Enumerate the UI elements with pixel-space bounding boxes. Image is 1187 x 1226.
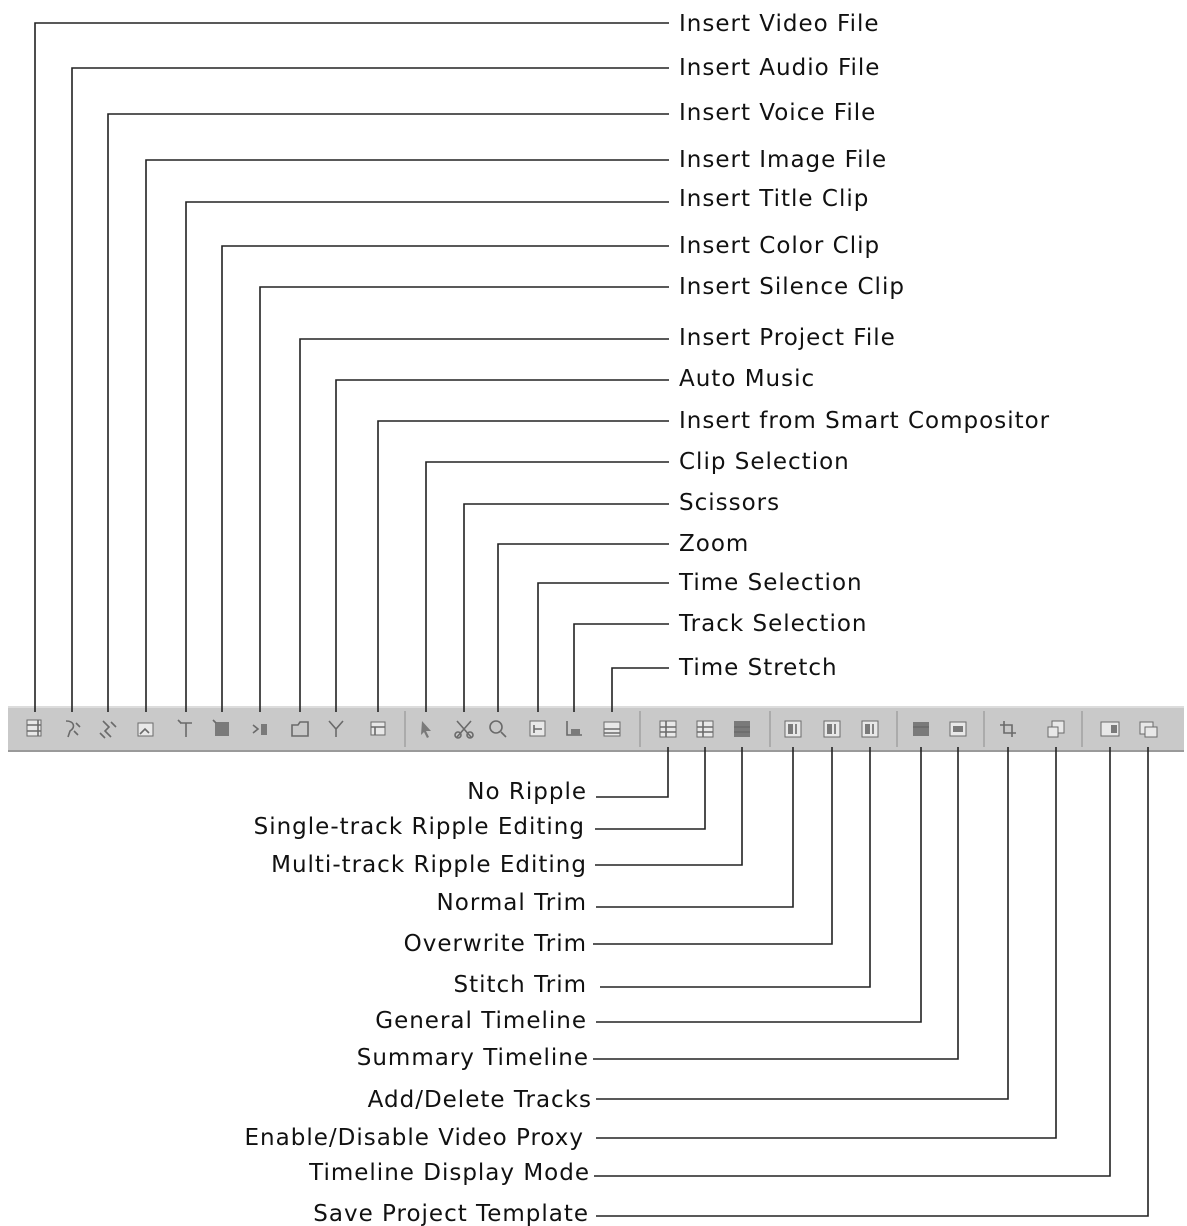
labels-bottom [245,779,592,1226]
label-clip-selection: Clip Selection [679,449,850,475]
time-stretch-icon[interactable] [604,722,620,736]
label-insert-title-clip: Insert Title Clip [679,186,870,212]
toolbar [8,706,1184,752]
label-save-project-template: Save Project Template [313,1201,589,1226]
label-stitch-trim: Stitch Trim [453,972,587,998]
label-insert-project-file: Insert Project File [679,325,896,351]
color-clip-icon[interactable] [213,720,229,736]
timeline-summary-icon[interactable] [950,722,966,736]
callout-line [593,747,832,944]
callout-line [596,747,1056,1138]
callout-line [186,202,669,712]
callout-line [35,23,669,712]
label-auto-music: Auto Music [679,366,816,392]
callout-line [595,747,705,829]
callout-line [596,747,1148,1216]
callout-line [612,668,669,712]
callout-line [300,339,669,712]
label-insert-from-smart-compositor: Insert from Smart Compositor [679,408,1051,434]
label-normal-trim: Normal Trim [436,890,587,916]
image-icon[interactable] [138,723,153,736]
compositor-icon[interactable] [371,722,385,735]
label-timeline-display-mode: Timeline Display Mode [309,1160,590,1186]
callout-line [594,747,1110,1176]
film-icon[interactable] [27,720,41,736]
label-insert-image-file: Insert Image File [679,147,888,173]
callout-line [600,747,870,987]
display-mode-icon[interactable] [1101,722,1119,736]
callout-line [596,747,921,1022]
label-insert-voice-file: Insert Voice File [679,100,877,126]
trim-icon[interactable] [862,721,878,737]
label-insert-video-file: Insert Video File [679,11,880,37]
callout-lines-top [35,23,669,712]
label-general-timeline: General Timeline [375,1008,587,1034]
label-enable-disable-video-proxy: Enable/Disable Video Proxy [244,1125,584,1151]
callout-line [538,583,669,712]
callout-line [593,747,958,1059]
label-add-delete-tracks: Add/Delete Tracks [367,1087,592,1113]
label-zoom: Zoom [679,531,750,557]
label-summary-timeline: Summary Timeline [356,1045,589,1071]
callout-line [72,68,669,712]
grid-icon[interactable] [660,721,676,737]
callout-line [596,747,1008,1099]
label-no-ripple: No Ripple [467,779,587,805]
label-insert-color-clip: Insert Color Clip [679,233,881,259]
label-scissors: Scissors [679,490,781,516]
callout-line [146,160,669,712]
label-insert-audio-file: Insert Audio File [679,55,881,81]
trim-icon[interactable] [785,721,801,737]
callout-line [222,246,669,712]
label-single-track-ripple-editing: Single-track Ripple Editing [253,814,585,840]
label-time-stretch: Time Stretch [679,655,838,681]
labels-top [678,11,1050,681]
timeline-icon[interactable] [913,722,929,736]
grid-filled-icon[interactable] [734,721,750,737]
callout-lines-bottom [593,747,1148,1216]
callout-line [464,504,669,712]
trim-icon[interactable] [824,721,840,737]
label-multi-track-ripple-editing: Multi-track Ripple Editing [271,852,587,878]
callout-line [596,747,668,797]
label-time-selection: Time Selection [679,570,863,596]
label-track-selection: Track Selection [679,611,868,637]
callout-line [596,747,793,907]
callout-line [426,462,669,712]
label-insert-silence-clip: Insert Silence Clip [679,274,905,300]
time-selection-icon[interactable] [530,721,545,736]
callout-line [336,380,669,712]
callout-line [498,544,669,712]
label-overwrite-trim: Overwrite Trim [403,931,587,957]
callout-line [108,114,669,712]
grid-icon[interactable] [697,721,713,737]
